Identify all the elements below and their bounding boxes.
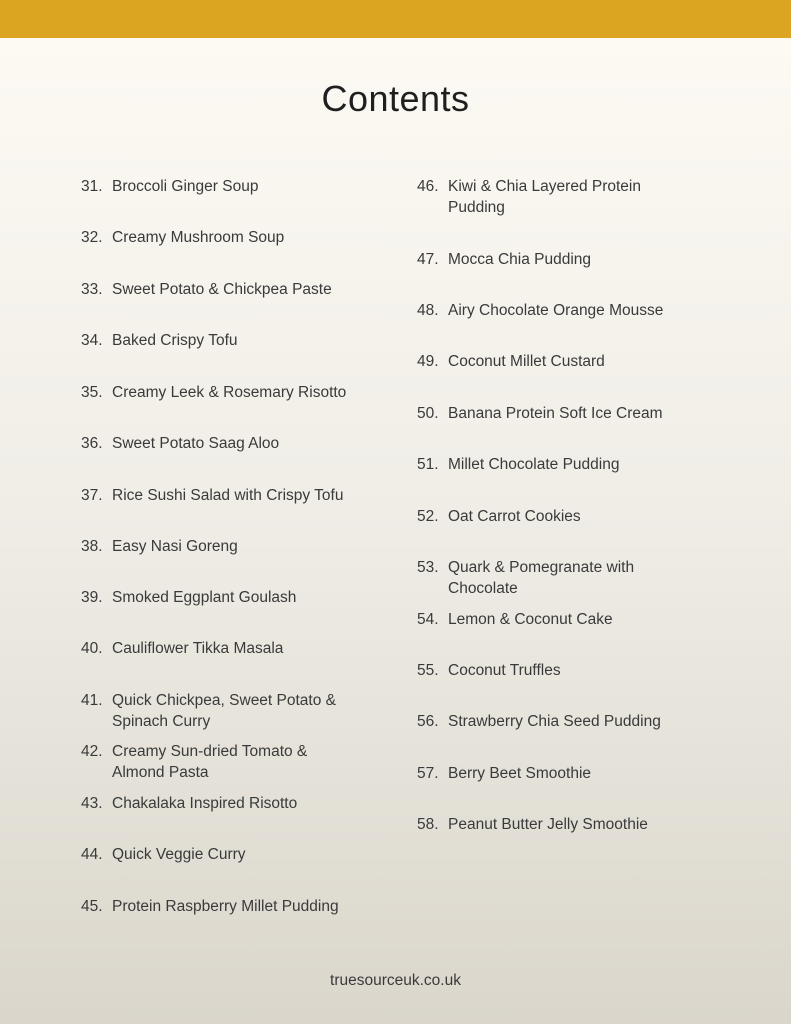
toc-entry-title: Baked Crispy Tofu <box>112 332 238 349</box>
toc-entry-number: 31. <box>81 178 103 195</box>
toc-entry <box>417 814 737 835</box>
toc-entry-title: Quark & Pomegranate with <box>448 559 635 576</box>
toc-entry-title: Easy Nasi Goreng <box>112 538 238 555</box>
toc-entry-title: Creamy Mushroom Soup <box>112 229 285 246</box>
toc-entry <box>81 433 401 454</box>
toc-entry <box>81 793 401 814</box>
toc-entry <box>417 300 737 321</box>
toc-entry <box>81 536 401 557</box>
toc-entry-number: 57. <box>417 765 439 782</box>
toc-entry <box>81 176 401 197</box>
toc-entry-number: 50. <box>417 405 439 422</box>
toc-entry-title: Chakalaka Inspired Risotto <box>112 795 298 812</box>
toc-entry-number: 34. <box>81 332 103 349</box>
toc-entry-number: 56. <box>417 713 439 730</box>
toc-entry-number: 32. <box>81 229 103 246</box>
toc-entry <box>81 896 401 917</box>
toc-entry <box>81 844 401 865</box>
toc-entry-title: Almond Pasta <box>112 764 209 781</box>
toc-entry <box>417 506 737 527</box>
toc-entry-number: 36. <box>81 435 103 452</box>
toc-entry-title: Creamy Leek & Rosemary Risotto <box>112 384 347 401</box>
toc-entry-number: 55. <box>417 662 439 679</box>
toc-entry <box>417 176 737 218</box>
toc-entry-title: Berry Beet Smoothie <box>448 765 592 782</box>
toc-entry-title: Creamy Sun-dried Tomato & <box>112 743 308 760</box>
toc-entry <box>81 330 401 351</box>
page-title: Contents <box>321 78 470 119</box>
toc-entry-number: 39. <box>81 589 103 606</box>
toc-entry-title: Rice Sushi Salad with Crispy Tofu <box>112 487 344 504</box>
toc-entry-number: 35. <box>81 384 103 401</box>
toc-entry-title: Spinach Curry <box>112 713 211 730</box>
toc-entry <box>417 403 737 424</box>
toc-entry-title: Strawberry Chia Seed Pudding <box>448 713 661 730</box>
toc-entry-number: 53. <box>417 559 439 576</box>
toc-entry-number: 45. <box>81 898 103 915</box>
toc-entry-title: Banana Protein Soft Ice Cream <box>448 405 663 422</box>
toc-entry <box>417 454 737 475</box>
toc-entry-number: 40. <box>81 640 103 657</box>
toc-entry-title: Cauliflower Tikka Masala <box>112 640 284 657</box>
toc-entry-number: 38. <box>81 538 103 555</box>
toc-entry-title: Broccoli Ginger Soup <box>112 178 259 195</box>
toc-entry-title: Mocca Chia Pudding <box>448 251 592 268</box>
toc-entry-title: Protein Raspberry Millet Pudding <box>112 898 339 915</box>
toc-entry-title: Peanut Butter Jelly Smoothie <box>448 816 648 833</box>
toc-entry <box>417 351 737 372</box>
footer-website: truesourceuk.co.uk <box>330 972 461 989</box>
toc-entry-title: Airy Chocolate Orange Mousse <box>448 302 664 319</box>
toc-entry-number: 33. <box>81 281 103 298</box>
toc-entry-title: Kiwi & Chia Layered Protein <box>448 178 641 195</box>
toc-entry-title: Coconut Truffles <box>448 662 561 679</box>
toc-entry-number: 52. <box>417 508 439 525</box>
toc-entry-title: Sweet Potato & Chickpea Paste <box>112 281 332 298</box>
toc-entry-title: Quick Veggie Curry <box>112 846 246 863</box>
toc-entry <box>81 227 401 248</box>
toc-entry <box>81 587 401 608</box>
toc-entry <box>417 711 737 732</box>
toc-entry <box>417 249 737 270</box>
toc-entry-number: 42. <box>81 743 103 760</box>
toc-entry-number: 41. <box>81 692 103 709</box>
toc-entry-number: 48. <box>417 302 439 319</box>
toc-entry-number: 54. <box>417 611 439 628</box>
toc-entry-title: Oat Carrot Cookies <box>448 508 581 525</box>
toc-entry <box>81 485 401 506</box>
toc-entry-number: 51. <box>417 456 439 473</box>
toc-entry-number: 43. <box>81 795 103 812</box>
toc-entry-number: 44. <box>81 846 103 863</box>
toc-entry <box>81 382 401 403</box>
toc-entry <box>417 557 737 599</box>
toc-entry <box>417 763 737 784</box>
header-accent-bar <box>0 0 791 38</box>
toc-entry <box>81 690 401 732</box>
toc-entry-number: 58. <box>417 816 439 833</box>
toc-entry-title: Sweet Potato Saag Aloo <box>112 435 280 452</box>
toc-entry <box>417 609 737 630</box>
toc-entry <box>81 638 401 659</box>
toc-entry-title: Chocolate <box>448 580 518 597</box>
toc-entry-title: Coconut Millet Custard <box>448 353 605 370</box>
toc-entry-title: Millet Chocolate Pudding <box>448 456 620 473</box>
toc-entry-title: Quick Chickpea, Sweet Potato & <box>112 692 337 709</box>
toc-entry-number: 49. <box>417 353 439 370</box>
toc-entry <box>81 741 401 783</box>
toc-entry-number: 37. <box>81 487 103 504</box>
toc-entry-title: Pudding <box>448 199 505 216</box>
toc-entry-title: Smoked Eggplant Goulash <box>112 589 297 606</box>
toc-entry-number: 47. <box>417 251 439 268</box>
toc-entry-title: Lemon & Coconut Cake <box>448 611 613 628</box>
toc-entry-number: 46. <box>417 178 439 195</box>
toc-entry <box>417 660 737 681</box>
toc-entry <box>81 279 401 300</box>
